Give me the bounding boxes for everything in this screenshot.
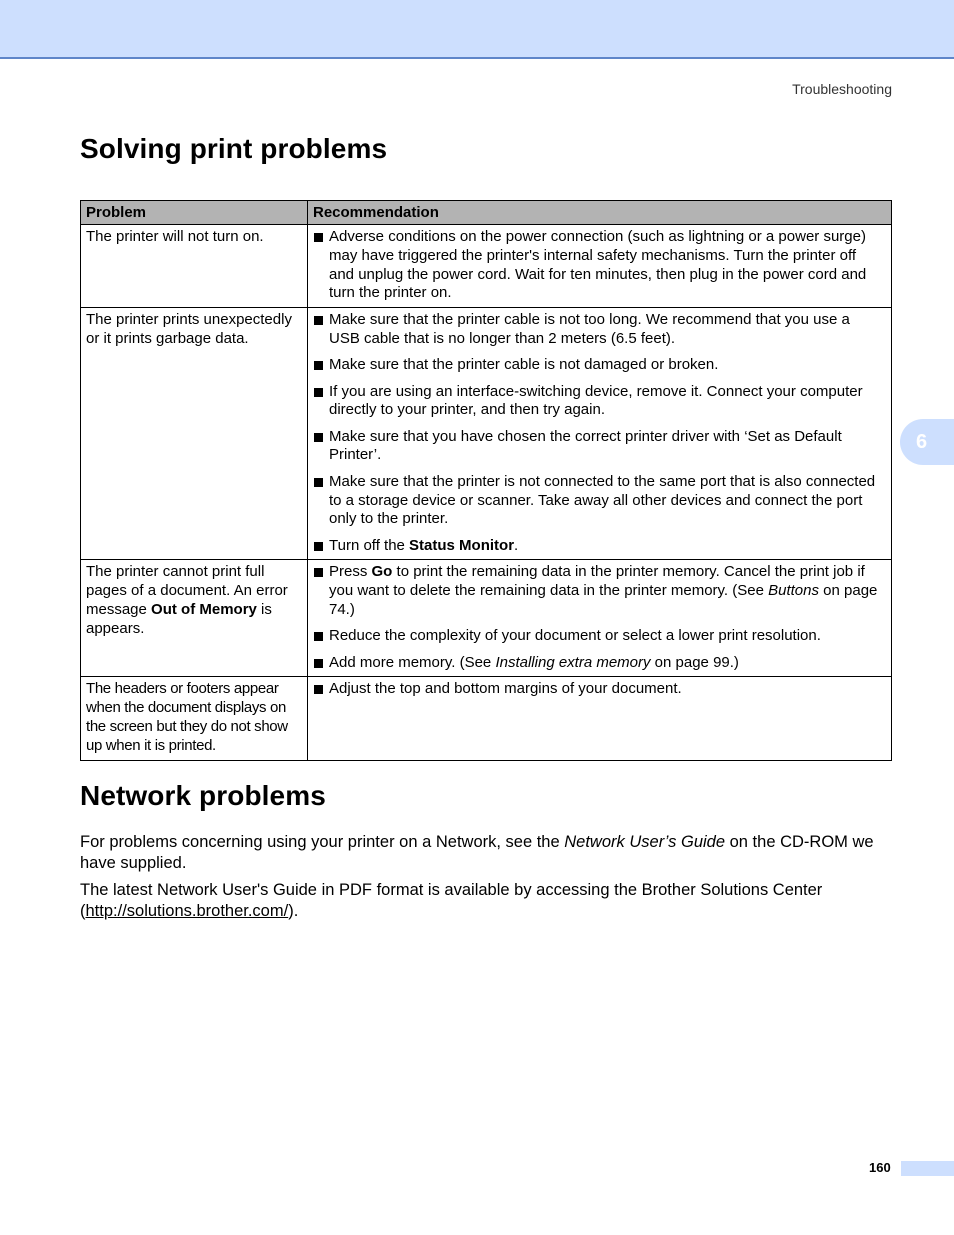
problem-cell: The printer will not turn on. <box>81 225 308 308</box>
para-text: The latest Network User's Guide in PDF format is available by accessing the Brother Solutions Center ( <box>80 881 823 920</box>
rec-text: on page 99.) <box>650 653 739 671</box>
solutions-center-link[interactable]: http://solutions.brother.com/ <box>85 901 289 920</box>
out-of-memory-term: Out of Memory <box>151 601 257 619</box>
section-title-network: Network problems <box>80 780 326 811</box>
rec-text: Press <box>329 563 372 581</box>
chapter-tab <box>900 419 954 465</box>
table-row <box>81 560 892 677</box>
para-text: on the CD-ROM we have supplied. <box>80 833 874 872</box>
problem-cell <box>81 560 308 677</box>
recommendation-item <box>313 537 883 556</box>
page-number: 160 <box>869 1160 891 1175</box>
recommendation-item: Adverse conditions on the power connection (such as lightning or a power surge) may have triggered the printer's internal safety mechanisms. Turn the printer off and unplug the power cord. Wait for ten minutes, then plug in the power cord and turn the printer on. <box>313 228 883 303</box>
buttons-reference: Buttons <box>768 582 819 600</box>
running-head: Troubleshooting <box>792 81 892 97</box>
rec-text: . <box>514 536 519 554</box>
chapter-number: 6 <box>916 430 928 453</box>
recommendation-item <box>313 563 883 619</box>
recommendation-item: If you are using an interface-switching device, remove it. Connect your computer directly to your printer, and then try again. <box>313 383 883 421</box>
table-row <box>81 308 892 560</box>
rec-text: Add more memory. (See <box>329 653 496 671</box>
header-problem: Problem <box>81 201 308 225</box>
table-row <box>81 225 892 308</box>
section-title-solving: Solving print problems <box>80 133 388 164</box>
recommendation-cell <box>308 225 892 308</box>
rec-text: Turn off the <box>329 536 410 554</box>
rec-text: on page 74.) <box>329 582 878 619</box>
network-paragraph-2 <box>80 880 895 921</box>
recommendation-cell <box>308 560 892 677</box>
problem-text: is appears. <box>86 601 272 637</box>
recommendation-item: Make sure that you have chosen the correct printer driver with ‘Set as Default Printer’. <box>313 428 883 466</box>
table-header-row <box>81 201 892 225</box>
memory-reference: Installing extra memory <box>495 653 651 671</box>
recommendation-item: Make sure that the printer is not connected to the same port that is also connected to a storage device or scanner. Take away all other devices and connect the port only to the printer. <box>313 473 883 529</box>
network-paragraph-1 <box>80 832 895 873</box>
go-button-term: Go <box>371 563 393 581</box>
top-header-band <box>0 0 954 59</box>
recommendation-item: Reduce the complexity of your document or select a lower print resolution. <box>313 627 883 646</box>
problem-cell: The headers or footers appear when the document displays on the screen but they do not show up when it is printed. <box>81 677 308 760</box>
recommendation-item: Make sure that the printer cable is not too long. We recommend that you use a USB cable that is no longer than 2 meters (6.5 feet). <box>313 311 883 349</box>
header-recommendation: Recommendation <box>308 201 892 225</box>
recommendation-item: Adjust the top and bottom margins of your document. <box>313 680 883 699</box>
network-guide-title: Network User’s Guide <box>564 833 726 851</box>
recommendation-item: Make sure that the printer cable is not damaged or broken. <box>313 356 883 375</box>
para-text: ). <box>288 901 299 920</box>
problem-text: The printer cannot print full pages of a document. An error message <box>86 563 288 619</box>
problems-table <box>80 200 892 761</box>
footer-band <box>901 1161 954 1176</box>
para-text: For problems concerning using your printer on a Network, see the <box>80 833 565 851</box>
table-row <box>81 677 892 760</box>
problem-cell: The printer prints unexpectedly or it prints garbage data. <box>81 308 308 560</box>
recommendation-cell <box>308 308 892 560</box>
recommendation-cell <box>308 677 892 760</box>
status-monitor-term: Status Monitor <box>409 536 515 554</box>
rec-text: to print the remaining data in the printer memory. Cancel the print job if you want to delete the remaining data in the printer memory. (See <box>329 563 865 600</box>
recommendation-item <box>313 654 883 673</box>
